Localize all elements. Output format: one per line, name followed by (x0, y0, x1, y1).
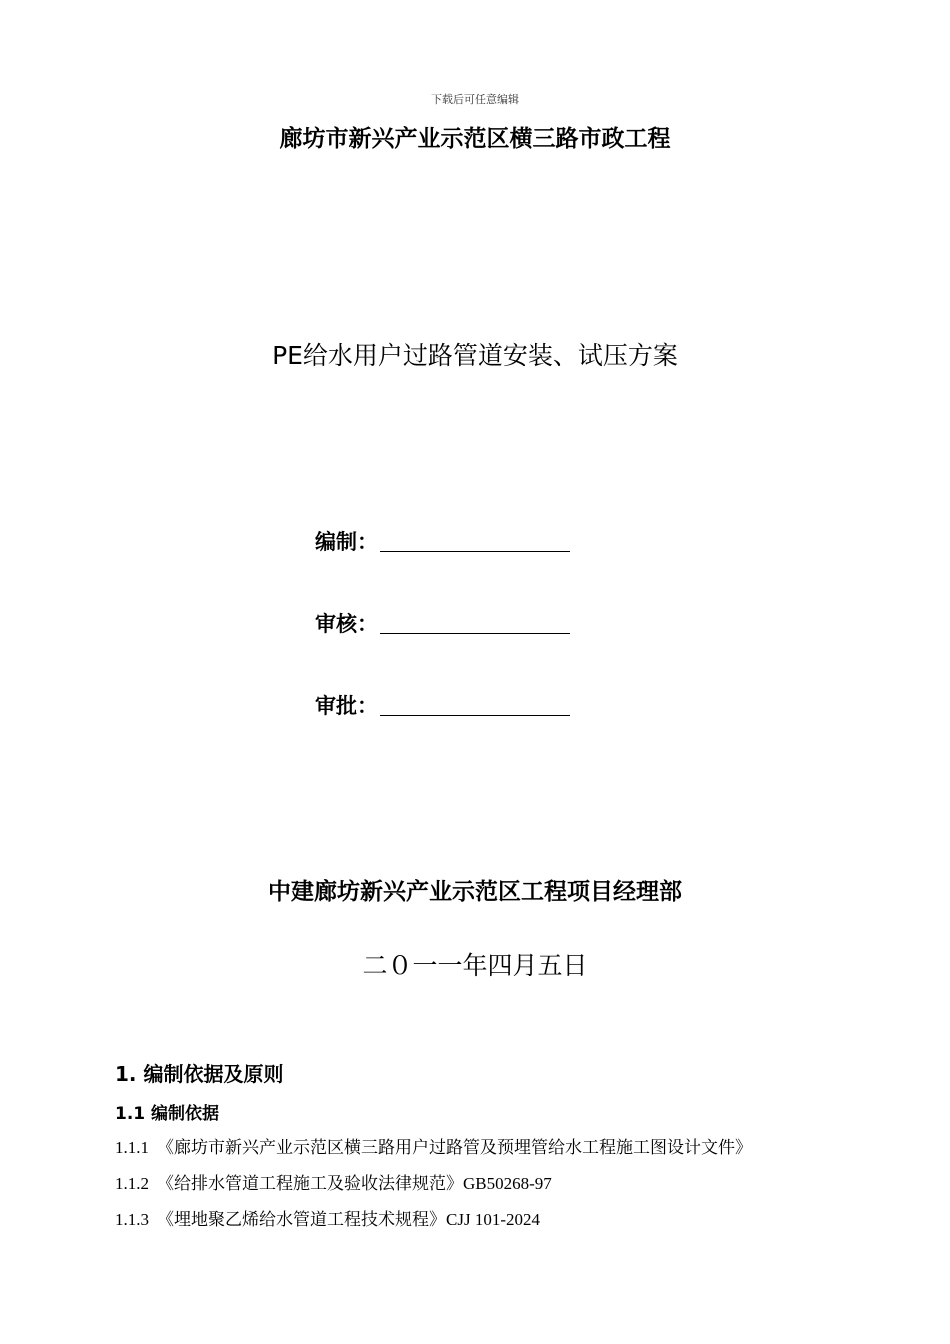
project-title: 廊坊市新兴产业示范区横三路市政工程 (279, 126, 671, 152)
reference-item (115, 1205, 540, 1230)
signature-row-compiler (315, 526, 570, 556)
reference-text: 《埋地聚乙烯给水管道工程技术规程》CJJ 101-2024 (157, 1210, 540, 1229)
signature-label: 审批： (315, 694, 378, 718)
document-date: 二０一一年四月五日 (362, 951, 588, 980)
signature-label: 编制： (315, 530, 378, 554)
reference-text: 《廊坊市新兴产业示范区横三路用户过路管及预埋管给水工程施工图设计文件》 (157, 1138, 752, 1157)
document-title: PE给水用户过路管道安装、试压方案 (272, 341, 678, 370)
subsection-heading: 1.1 编制依据 (115, 1104, 220, 1124)
section-heading: 1. 编制依据及原则 (115, 1062, 284, 1086)
signature-line (380, 550, 570, 552)
reference-number: 1.1.2 (115, 1174, 149, 1193)
reference-number: 1.1.3 (115, 1210, 149, 1229)
header-note: 下载后可任意编辑 (431, 93, 519, 106)
reference-number: 1.1.1 (115, 1138, 149, 1157)
signature-label: 审核： (315, 612, 378, 636)
reference-item (115, 1133, 752, 1158)
signature-row-reviewer (315, 608, 570, 638)
signature-line (380, 714, 570, 716)
reference-text: 《给排水管道工程施工及验收法律规范》GB50268-97 (157, 1174, 552, 1193)
signature-line (380, 632, 570, 634)
reference-item (115, 1169, 552, 1194)
organization: 中建廊坊新兴产业示范区工程项目经理部 (268, 879, 682, 905)
signature-row-approver (315, 690, 570, 720)
